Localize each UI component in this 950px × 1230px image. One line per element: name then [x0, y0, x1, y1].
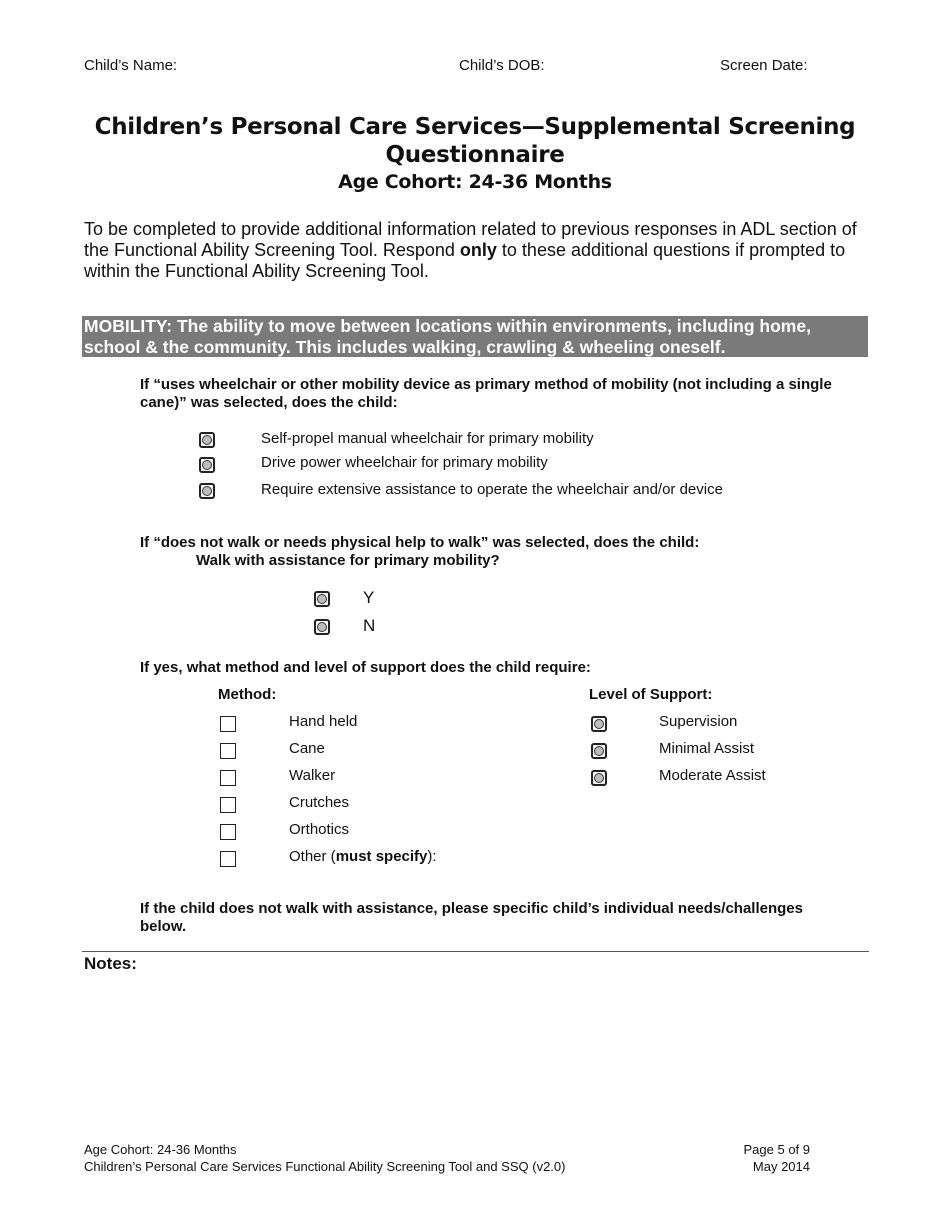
page-title: Children’s Personal Care Services—Supplemental Screening — [94, 114, 856, 140]
level-radio-supervision[interactable] — [591, 716, 607, 732]
level-label-moderate-assist: Moderate Assist — [659, 767, 766, 784]
method-label-orthotics: Orthotics — [289, 821, 350, 838]
walk-yes-label: Y — [363, 588, 375, 607]
other-prefix: Other ( — [289, 848, 336, 865]
level-of-support-heading: Level of Support: — [589, 686, 713, 703]
walk-no-label: N — [363, 616, 376, 635]
method-label-walker: Walker — [289, 767, 336, 784]
notes-label: Notes: — [84, 954, 137, 973]
level-label-minimal-assist: Minimal Assist — [659, 740, 755, 757]
footer-date: May 2014 — [752, 1159, 810, 1174]
wheelchair-option-radio-1[interactable] — [199, 432, 215, 448]
intro-text-1: To be completed to provide additional information related to previous responses in ADL section of the Functional Ability Screening Tool. Respond — [84, 219, 857, 260]
childs-name-label: Child’s Name: — [84, 57, 178, 74]
level-radio-minimal-assist[interactable] — [591, 743, 607, 759]
method-label-crutches: Crutches — [289, 794, 350, 811]
method-checkbox-hand-held[interactable] — [220, 716, 236, 732]
screen-date-label: Screen Date: — [720, 57, 808, 74]
walk-question: If “does not walk or needs physical help to walk” was selected, does the child: — [140, 534, 700, 551]
wheelchair-option-radio-2[interactable] — [199, 457, 215, 473]
page-title-line2: Questionnaire — [385, 142, 565, 168]
intro-text-2: to these additional questions if prompted to within the Functional Ability Screening Tool. — [84, 240, 846, 281]
footer-page-number: Page 5 of 9 — [743, 1142, 810, 1157]
banner-line-2: school & the community. This includes walking, crawling & wheeling oneself. — [84, 337, 726, 357]
banner-line-1: MOBILITY: The ability to move between locations within environments, including home, — [84, 316, 811, 336]
level-radio-moderate-assist[interactable] — [591, 770, 607, 786]
method-checkbox-walker[interactable] — [220, 770, 236, 786]
intro-paragraph — [84, 219, 874, 282]
other-suffix: ): — [427, 848, 437, 865]
method-checkbox-other[interactable] — [220, 851, 236, 867]
mobility-section-banner — [82, 316, 868, 357]
wheelchair-question: If “uses wheelchair or other mobility device as primary method of mobility (not including a single cane)” was selected, does the child: — [140, 376, 832, 411]
childs-dob-label: Child’s DOB: — [459, 57, 545, 74]
method-heading: Method: — [218, 686, 277, 703]
walk-yes-radio[interactable] — [314, 591, 330, 607]
method-checkbox-orthotics[interactable] — [220, 824, 236, 840]
page-subtitle: Age Cohort: 24-36 Months — [338, 171, 612, 193]
notes-area[interactable] — [84, 980, 869, 1120]
notes-divider — [82, 951, 869, 952]
wheelchair-option-label-3: Require extensive assistance to operate the wheelchair and/or device — [261, 481, 723, 498]
level-label-supervision: Supervision — [659, 713, 738, 730]
intro-text-bold: only — [459, 240, 497, 260]
wheelchair-option-radio-3[interactable] — [199, 483, 215, 499]
method-label-hand-held: Hand held — [289, 713, 358, 730]
other-must-specify: must specify — [335, 848, 428, 865]
wheelchair-option-label-2: Drive power wheelchair for primary mobility — [261, 454, 548, 471]
walk-subquestion: Walk with assistance for primary mobility? — [196, 552, 500, 569]
support-question: If yes, what method and level of support does the child require: — [140, 659, 591, 676]
wheelchair-option-label-1: Self-propel manual wheelchair for primary mobility — [261, 430, 594, 447]
no-walk-instruction: If the child does not walk with assistance, please specific child’s individual needs/challenges below. — [140, 900, 803, 935]
method-label-cane: Cane — [289, 740, 325, 757]
walk-no-radio[interactable] — [314, 619, 330, 635]
footer-tool-name: Children’s Personal Care Services Functional Ability Screening Tool and SSQ (v2.0) — [84, 1159, 566, 1174]
method-checkbox-crutches[interactable] — [220, 797, 236, 813]
method-label-other — [289, 848, 437, 866]
footer-age-cohort: Age Cohort: 24-36 Months — [84, 1142, 237, 1157]
method-checkbox-cane[interactable] — [220, 743, 236, 759]
